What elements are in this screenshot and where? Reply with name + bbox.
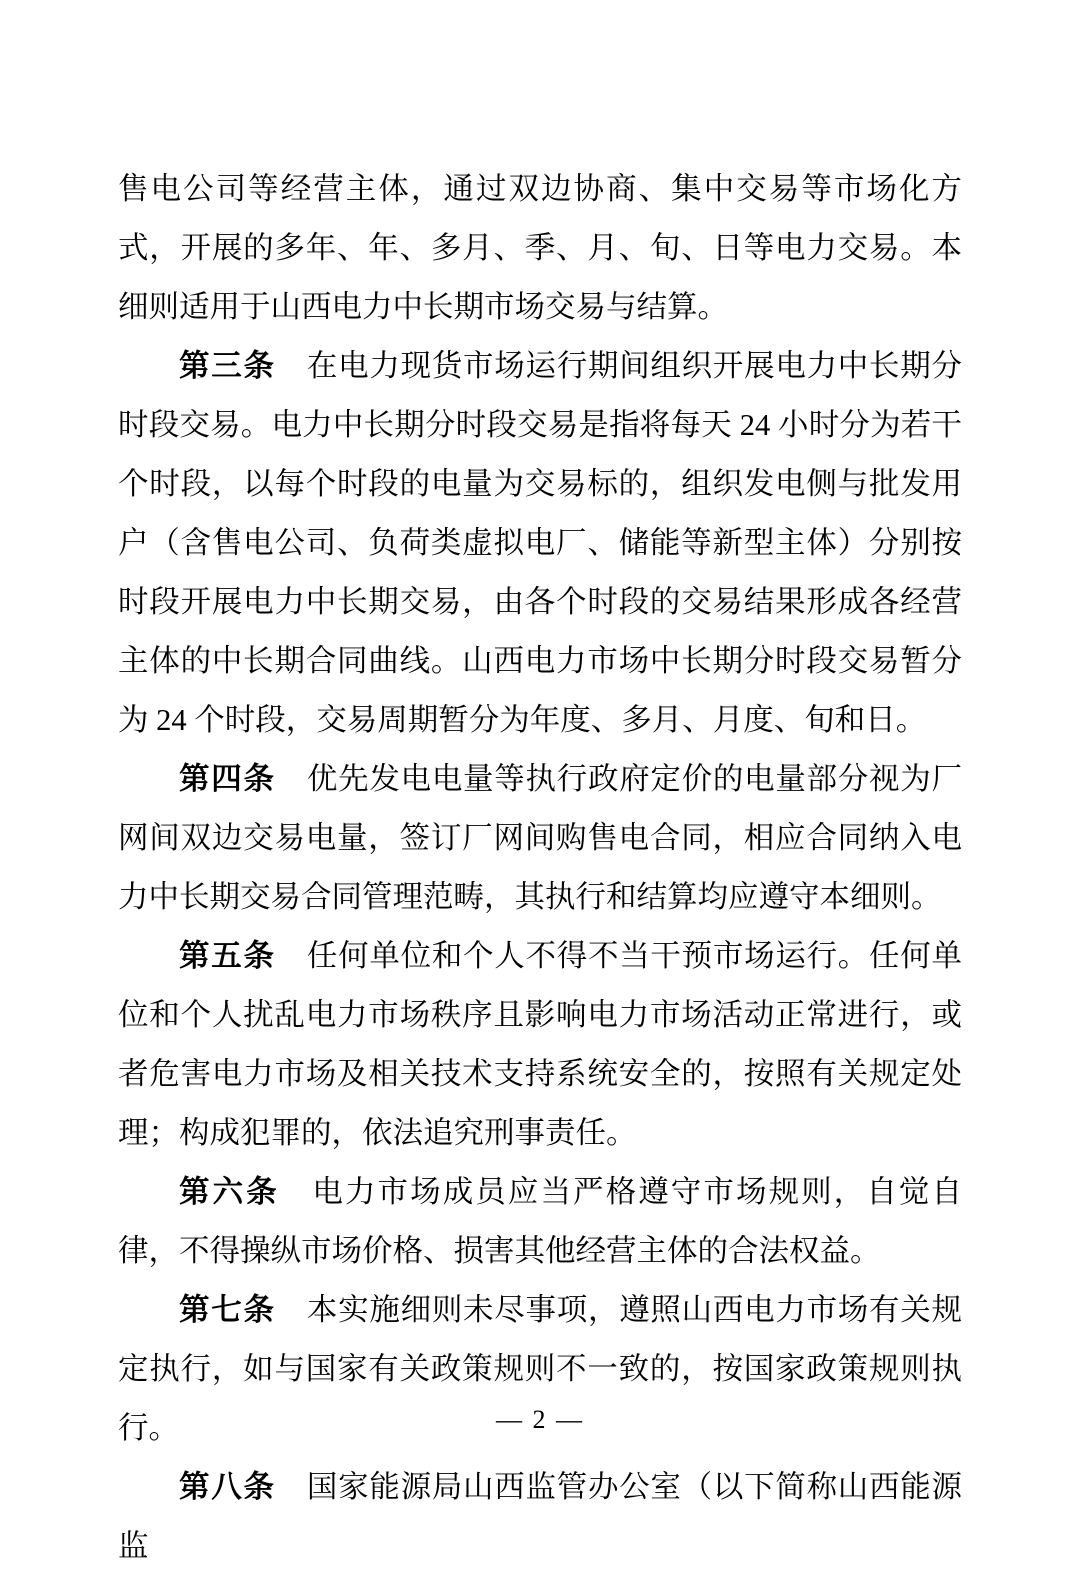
page-number: — 2 — [496, 1405, 584, 1434]
article-label: 第七条 [179, 1293, 276, 1327]
article-paragraph-6 [118, 1163, 962, 1281]
article-label: 第四条 [179, 762, 276, 796]
paragraph-continuation [118, 160, 962, 337]
article-label: 第三条 [179, 349, 276, 383]
paragraph-text: 在电力现货市场运行期间组织开展电力中长期分时段交易。电力中长期分时段交易是指将每天 24 小时分为若干个时段，以每个时段的电量为交易标的，组织发电侧与批发用户（含售电公司、负荷类虚拟电厂、储能等新型主体）分别按时段开展电力中长期交易，由各个时段的交易结果形成各经营主体的中长期合同曲线。山西电力市场中长期分时段交易暂分为 24 个时段，交易周期暂分为年度、多月、月度、旬和日。 [118, 349, 962, 737]
article-paragraph-4 [118, 750, 962, 927]
article-paragraph-8 [118, 1458, 962, 1576]
article-label: 第八条 [179, 1470, 276, 1504]
article-label: 第五条 [179, 939, 276, 973]
article-label: 第六条 [179, 1175, 280, 1209]
paragraph-text: 本实施细则未尽事项，遵照山西电力市场有关规定执行，如与国家有关政策规则不一致的，按国家政策规则执行。 [118, 1293, 962, 1445]
paragraph-text: 售电公司等经营主体，通过双边协商、集中交易等市场化方式，开展的多年、年、多月、季、月、旬、日等电力交易。本细则适用于山西电力中长期市场交易与结算。 [118, 172, 962, 324]
paragraph-text: 电力市场成员应当严格遵守市场规则，自觉自律，不得操纵市场价格、损害其他经营主体的合法权益。 [118, 1175, 963, 1268]
paragraph-text: 国家能源局山西监管办公室（以下简称山西能源监 [118, 1470, 962, 1563]
paragraph-text: 优先发电电量等执行政府定价的电量部分视为厂网间双边交易电量，签订厂网间购售电合同，相应合同纳入电力中长期交易合同管理范畴，其执行和结算均应遵守本细则。 [118, 762, 962, 914]
article-paragraph-5 [118, 927, 962, 1163]
article-paragraph-3 [118, 337, 962, 750]
paragraph-text: 任何单位和个人不得不当干预市场运行。任何单位和个人扰乱电力市场秩序且影响电力市场活动正常进行，或者危害电力市场及相关技术支持系统安全的，按照有关规定处理；构成犯罪的，依法追究刑事责任。 [118, 939, 962, 1150]
